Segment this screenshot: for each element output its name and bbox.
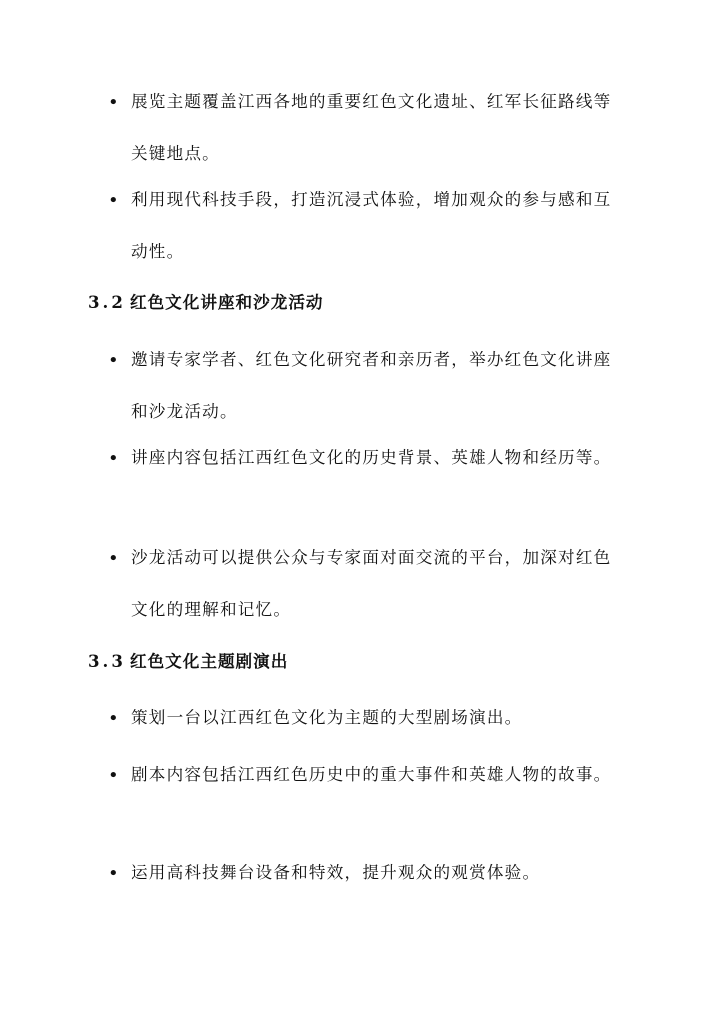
bullet-dot: •: [108, 92, 119, 113]
bullet-text: 沙龙活动可以提供公众与专家面对面交流的平台，加深对红色文化的理解和记忆。: [131, 548, 612, 619]
bullet-dot: •: [108, 448, 119, 469]
section-number: 3.2: [88, 292, 126, 312]
section-number: 3.3: [88, 651, 126, 671]
section-heading-3-3: [88, 648, 288, 672]
bullet-dot: •: [108, 190, 119, 211]
bullet-dot: •: [108, 765, 119, 786]
bullet-text: 展览主题覆盖江西各地的重要红色文化遗址、红军长征路线等关键地点。: [131, 92, 612, 163]
bullet-text: 邀请专家学者、红色文化研究者和亲历者，举办红色文化讲座和沙龙活动。: [131, 350, 612, 421]
bullet-text: 利用现代科技手段，打造沉浸式体验，增加观众的参与感和互动性。: [131, 190, 612, 261]
section-title: 红色文化主题剧演出: [130, 651, 289, 671]
bullet-dot: •: [108, 548, 119, 569]
bullet-text: 讲座内容包括江西红色文化的历史背景、英雄人物和经历等。: [131, 448, 612, 467]
bullet-dot: •: [108, 350, 119, 371]
bullet-dot: •: [108, 863, 119, 884]
bullet-text: 运用高科技舞台设备和特效，提升观众的观赏体验。: [131, 863, 541, 882]
bullet-text: 策划一台以江西红色文化为主题的大型剧场演出。: [131, 708, 523, 727]
section-title: 红色文化讲座和沙龙活动: [130, 292, 324, 312]
section-heading-3-2: [88, 289, 324, 313]
bullet-dot: •: [108, 708, 119, 729]
bullet-text: 剧本内容包括江西红色历史中的重大事件和英雄人物的故事。: [131, 765, 612, 784]
